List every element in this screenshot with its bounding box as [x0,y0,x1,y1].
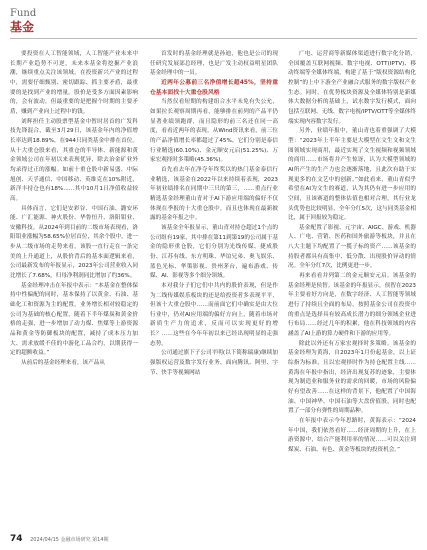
paragraph: 公司通过旗下子公司平明(以下简称瑞康)继续加强版权运营及数字发行业务，面向腾讯、阿里、字节、快手等视频网站 [150,350,278,376]
paragraph: 另外，业绩年报中，董山青也着重强调了大模型：“2023年上半年主要是大模型在文生文和文生图领域实现商用，最近实现了文生视频和视频领域的商用……市场将并产生惊讶，认为大模型领域的AI所产生的生产力也会逐渐落地，且此次有助于实现更多的在文艺中的创新。”如此看来，董山青似乎希望在AI为文生的赛道，认为其仍有进一步应用的空间，且该赛道的整体估值也相对合理，其行业龙头优势也比较明显，全年分红5次，这与同类基金相比，属于回报较为稳定。 [288,128,416,222]
paragraph: 从前后的基金经理来看，该产品从 [21,360,105,366]
section-subheading: 近两年公募前三名净值增长超45%，坚持重仓基本面找十大重仓股风格 [150,79,278,96]
paragraph: 基金配置了影视、元宇宙、AIGC、游戏、机器人、广电、营销、医药和国外旅游等板块，并且在八大主题下均配置了一揽子标的资产……该基金的持股者都具有高集中、低分散、出现股价异动的情况。全年分红7次，比例更进一步。 [288,224,416,270]
article-column-2 [150,50,278,378]
paragraph: 广电、运营商等新媒体渠道进行数字化分销，全国覆盖互联网视频、数字电视、OTT(IPTV)、移动终端等全媒体终端，构建了基于“版权资源结构化控制”的上中下游全产业融合式服务的数字版权产业生态。同时，在优势板块资源及全媒体特别是新媒体大数据分析的基础上，试水数字发行模式，面向包括互联网、无线、数字电视/IPTV/OTT等全媒体终端实现内容数字发行。 [288,51,416,125]
section-header [10,8,36,34]
issue-info: 2024/04/15 金融市场研究 第14期 [30,537,109,543]
section-title-zh: 基金 [10,20,35,34]
paragraph: 刘辉担任主动股票型基金中暂时居首的广发科技先锋混合，截至3月29日，该基金年内的净值增长率达到18.89%，在944只同类基金中排在首位。从十大重仓股来看，其重仓的半导体、新能源和黄金领域公司在年初以来表现优异，除去治金矿业外均录得过正的涨幅。如前十重仓股中新易盛、中际旭创、天孚通信、中国移动、英维克在10%附近，新洋丰持仓也有18%……其中10月1日净值收益较高。 [10,118,138,202]
paragraph: 基金经理冲击在年报中表示：“本基金在整体保持中性偏配的同时，基本保持了以黄金、石油、基础化工和资源为主的配置，业务增长相对较稳定的公司为基础的核心配置，随着下半年煤炭和黄金价格的走强，进一步增加了动力煤、焦煤等上游资源品和黄金等防御板块的配置，减持了成本压力加大、需求放缓不佳的中游化工品合约，以期获得一定的超额收益。” [10,282,138,357]
paragraph: 当然仅看短期的构建组合水平未免有失公允，如果拉长观察周期再看，能够排在前列的产品平仍显著业绩领跑群，而且隐形的前三名还在同一高度，看看近两年的表现。从Wind资讯来看，前三位的产品净值增长率都超过了45%，它们分别是泰信行业精选(60.10%)、金元顺安元启(51.25%)、万家宏观择时多策略(45.36%)。 [150,99,278,164]
page-footer [10,534,109,545]
header-divider [10,38,417,39]
paragraph: 再来看看并列第二的金元顺安元启。该基金的基金经理是侯智。该基金的年报显示，侯智在2023年主要看好方向是，在数字经济、人工智能等领域进行了持续且全面的布局。按照基金公司在投资中的重点是选择具有较高成长潜力的细分领域企业进行布局……经过几年的积累，他在科技领域的内容涵盖了AI上游的算力硬件和下游的应用等。 [288,273,416,338]
paragraph: 具体而言，它们是安彩谷、中国石油、潞安环能、广汇能源、神火股份、华鲁恒升、洛阳钼业、安徽科技。从2024年到目前的二级市场表现看，洛阳钼业涨幅为58.65%位居首位，其余个股中，进一步从二级市场的走势来看，该股一直行走在一条完美的上升通道上，从股价背后的基本面逻辑来看，公司最新发布的年报显示，2023年公司营业收入同比增长了7.68%，归母净利润同比增加了约36%。 [10,205,138,280]
paragraph: 本对我分子们它们中共内的股价表现，但是作为二线传媒娱乐板块的还是给投资者多表现平平，但该十大重仓股中……而前面它们中确实是由大位行业中，仍对AI应用端的偏好方向上，随着市场对新质生产力的追求，反而可以实现更好的增长？……这些在今年年初以来已经出现明显的走强态势。 [150,282,278,347]
paragraph: 要投资在人工智能领域，人工智能产业未来中长期产业趋势不可逆，未来本基金将挖掘产业浪潮，继续重点关注该领域。在投资新兴产业的过程中，需要仔细甄别、密切跟踪、抓主要矛盾，最重要的是找到产业的增量。股价是受多方面因素影响的，会有波动，但最重要的是把握个时期的主要矛盾，赚到产业向上过程中的钱。 [10,51,138,115]
paragraph: 首先看去年在净夺年终奖以的热门基金泰信行业精选，该基金在2022年以来持续着表现，2023年初业绩排名在同期中三只的第三，……重点行业精选基金经理董山青对于AI下游应用端的偏好不仅体现在季报的十大重仓股中，而且也体现在最新披露的基金年报之中。 [150,166,278,222]
article-column-3 [288,50,416,456]
article-column-1 [10,50,138,369]
paragraph: 在年报中表示今年思路时，黄海表示：“2024年中国，我们依然看好……经济周期的上升，在上游资源中，结合产能利用率的情况……可以关注到煤炭、石油、有色、黄金等板块的投资机会。” [288,417,416,453]
section-title-en: Fund [10,8,37,19]
paragraph: 首发时的基金经理就是孙迪，他也是公司的现任研究发展部总经理，也是广发主动权益明星团队基金经理中的一员。 [150,51,278,77]
paragraph: 该基金全年报显示，董山青对持仓超过1个点的公司组有19家，其中排在第11到第19的公司属于基金的隐形重仓股，它们分别为光线传媒、捷成股份、江苏有线、东方明珠、华谊兄弟、奥飞娱乐、蓝色光标、华策影视、贵州茅台，遍布游戏、传媒、AI、影视等多个细分领域。 [150,224,278,280]
page-number: 74 [10,534,23,544]
paragraph: 除此以外还有万家宏观择时多策略。该基金的基金经理为黄海，自2023年1月份起基金，以上证综指为标准，且以宏观择时作为持仓配置主线……黄海在年报中指出，经济出现复苏的迹象，主要体现为制造业和服务业的需求的回暖，市场的风险偏好有望改善……在这样的背景下，他配置了中国海油、中国神华、中国石油等大盘价值股，同时也配置了一部分有弹性的周期品种。 [288,340,416,415]
